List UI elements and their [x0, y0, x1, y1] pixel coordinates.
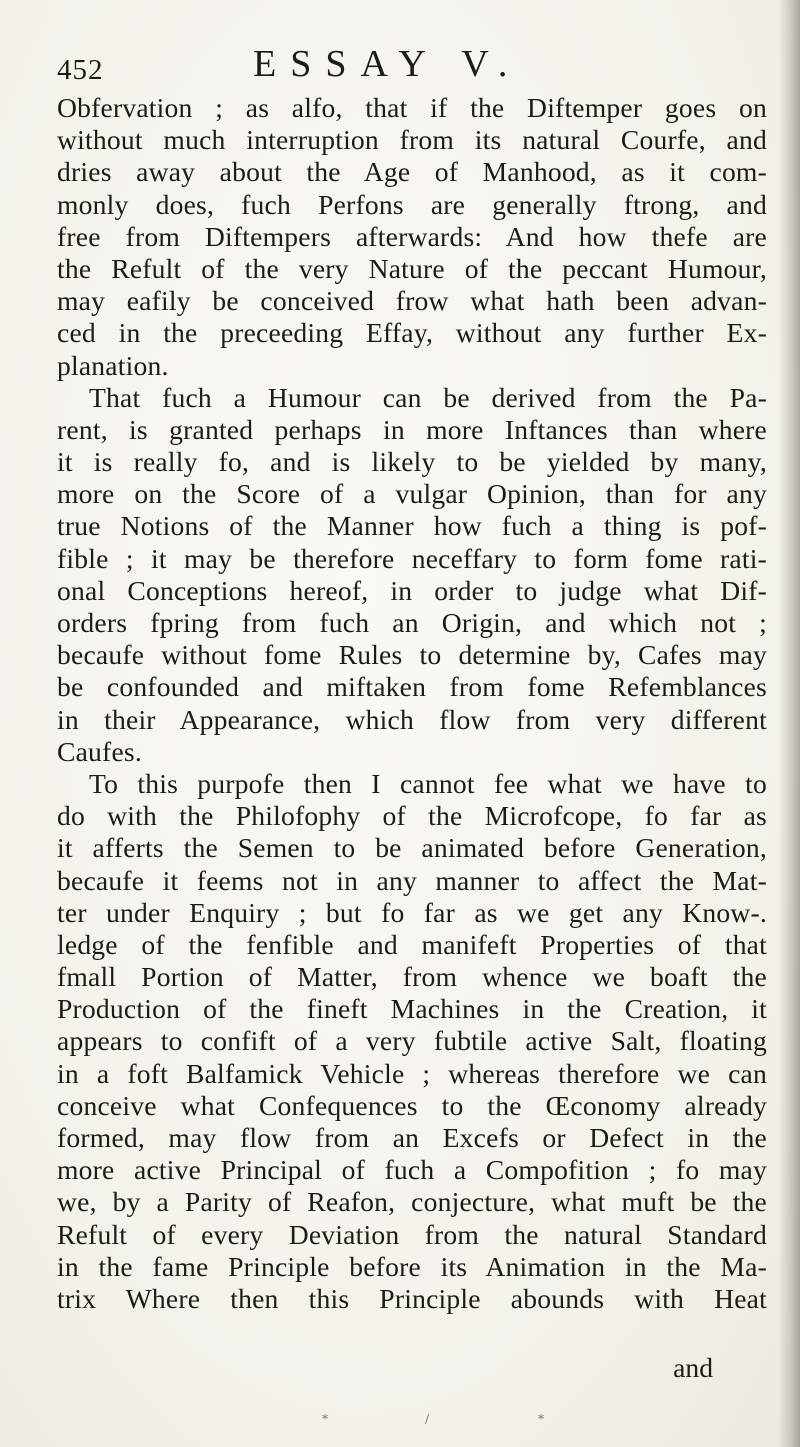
text-line: Caufes.: [57, 735, 142, 767]
text-line: Obfervation ; as alfo, that if the Diftemper goes on: [57, 92, 767, 123]
text-line: more active Principal of fuch a Compofition ; fo may: [57, 1154, 767, 1186]
body-text: [57, 92, 767, 1315]
page-header: [57, 42, 757, 92]
text-line: without much interruption from its natural Courfe, and: [57, 124, 767, 156]
text-line: in the fame Principle before its Animation in the Ma-: [57, 1250, 767, 1282]
text-line: the Refult of the very Nature of the peccant Humour,: [57, 252, 767, 284]
footer-mark: /: [425, 1412, 430, 1426]
text-line: That fuch a Humour can be derived from the Pa-: [89, 381, 767, 413]
text-line: be confounded and miftaken from fome Refemblances: [57, 671, 767, 703]
text-line: fmall Portion of Matter, from whence we boaft the: [57, 961, 767, 993]
page-gutter-shadow: [778, 0, 800, 1447]
text-line: monly does, fuch Perfons are generally ftrong, and: [57, 188, 767, 220]
text-line: conceive what Confequences to the Œconomy already: [57, 1089, 767, 1121]
text-line: it afferts the Semen to be animated before Generation,: [57, 832, 767, 864]
text-line: free from Diftempers afterwards: And how thefe are: [57, 220, 767, 252]
text-line: becaufe it feems not in any manner to affect the Mat-: [57, 864, 767, 896]
text-line: true Notions of the Manner how fuch a thing is pof-: [57, 510, 767, 542]
text-line: Refult of every Deviation from the natural Standard: [57, 1218, 767, 1250]
text-line: planation.: [57, 349, 169, 381]
footer-mark: *: [538, 1412, 544, 1426]
text-line: it is really fo, and is likely to be yielded by many,: [57, 446, 767, 478]
text-line: do with the Philofophy of the Microfcope, fo far as: [57, 800, 767, 832]
text-line: we, by a Parity of Reafon, conjecture, what muft be the: [57, 1186, 767, 1218]
running-head: ESSAY V.: [253, 43, 522, 85]
text-line: in a foft Balfamick Vehicle ; whereas therefore we can: [57, 1057, 767, 1089]
text-line: onal Conceptions hereof, in order to judge what Dif-: [57, 574, 767, 606]
text-line: ledge of the fenfible and manifeft Properties of that: [57, 928, 767, 960]
text-line: dries away about the Age of Manhood, as it com-: [57, 156, 767, 188]
text-line: formed, may flow from an Excefs or Defect in the: [57, 1122, 767, 1153]
text-line: rent, is granted perhaps in more Inftances than where: [57, 413, 767, 445]
footer-mark: *: [322, 1412, 328, 1426]
text-line: To this purpofe then I cannot fee what we have to: [89, 767, 767, 799]
text-line: may eafily be conceived frow what hath been advan-: [57, 285, 767, 317]
page-number: 452: [57, 54, 104, 86]
text-line: ced in the preceeding Effay, without any further Ex-: [57, 317, 767, 349]
text-line: trix Where then this Principle abounds with Heat: [57, 1282, 767, 1314]
text-line: more on the Score of a vulgar Opinion, than for any: [57, 478, 767, 510]
catchword: and: [673, 1352, 713, 1383]
text-line: orders fpring from fuch an Origin, and which not ;: [57, 607, 767, 638]
text-line: Production of the fineft Machines in the Creation, it: [57, 993, 767, 1025]
text-line: appears to confift of a very fubtile active Salt, floating: [57, 1025, 767, 1057]
text-line: becaufe without fome Rules to determine by, Cafes may: [57, 639, 767, 671]
text-line: fible ; it may be therefore neceffary to form fome rati-: [57, 542, 767, 574]
text-line: ter under Enquiry ; but fo far as we get any Know-.: [57, 896, 767, 928]
text-line: in their Appearance, which flow from very different: [57, 703, 767, 735]
